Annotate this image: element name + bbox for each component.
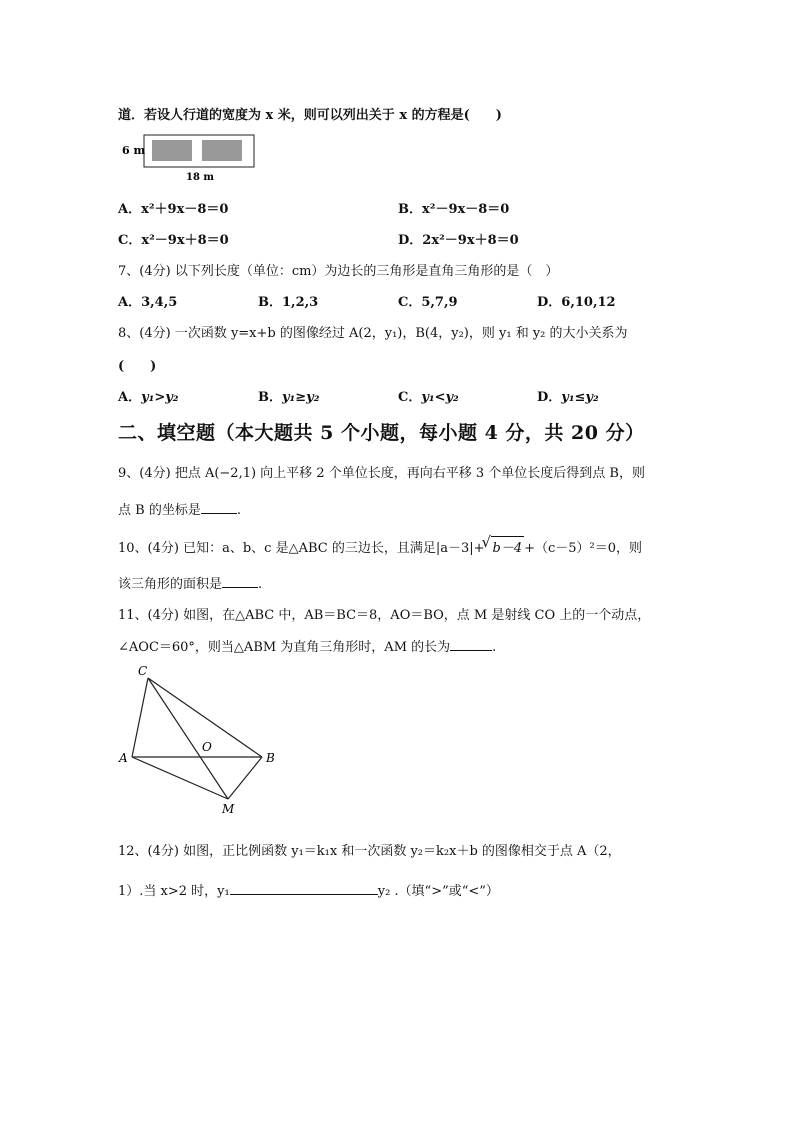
q10-line2: 该三角形的面积是 . [118,577,263,592]
q12-line1: 12、(4分) 如图，正比例函数 y₁＝k₁x 和一次函数 y₂＝k₂x＋b 的图像相交于点 A（2， [118,844,621,859]
q6-stem: 道．若设人行道的宽度为 x 米，则可以列出关于 x 的方程是( ) [118,108,502,123]
q6-option-b: B．x²－9x－8＝0 [398,202,510,217]
label-o: O [202,740,212,754]
q11-line2: ∠AOC＝60°，则当△ABM 为直角三角形时，AM 的长为 . [118,640,497,655]
q10-line1: 10、(4分) 已知：a、b、c 是△ABC 的三边长，且满足|a－3|+√ b－4 +（c－5）²＝0，则 [118,536,642,556]
q6-option-d: D．2x²－9x＋8＝0 [398,233,519,248]
answer-blank [450,638,492,651]
width-label: 18 m [186,172,214,182]
label-a: A [119,751,128,765]
q11-line1: 11、(4分) 如图，在△ABC 中，AB＝BC＝8，AO＝BO，点 M 是射线 CO 上的一个动点， [118,608,651,623]
q7-option-b: B．1,2,3 [258,295,319,310]
section-heading: 二、填空题（本大题共 5 个小题，每小题 4 分，共 20 分） [118,422,645,444]
sqrt-expression: √ b－4 [491,536,525,556]
triangle-diagram [116,660,286,818]
q6-option-a: A．x²＋9x－8＝0 [118,202,229,217]
label-m: M [222,802,235,816]
answer-blank [201,501,237,514]
q8-option-a: A．y₁>y₂ [118,390,179,405]
label-b: B [266,751,275,765]
q7-stem: 7、(4分) 以下列长度（单位：cm）为边长的三角形是直角三角形的是（ ） [118,264,559,279]
q12-line2: 1）.当 x>2 时，y₁ y₂ .（填“>”或“<”） [118,884,499,899]
answer-blank [222,575,258,588]
q7-option-c: C．5,7,9 [398,295,458,310]
road-diagram [120,132,260,182]
q7-option-a: A．3,4,5 [118,295,178,310]
q6-option-c: C．x²－9x＋8＝0 [118,233,229,248]
answer-blank [230,882,378,895]
q6-figure [120,132,260,182]
q8-paren: ( ) [118,359,157,374]
q8-option-d: D．y₁≤y₂ [537,390,599,405]
q9-line1: 9、(4分) 把点 A(−2,1) 向上平移 2 个单位长度，再向右平移 3 个单位长度后得到点 B，则 [118,466,645,481]
height-label: 6 m [122,144,146,157]
q8-option-c: C．y₁<y₂ [398,390,459,405]
q9-line2: 点 B 的坐标是 . [118,503,241,518]
label-c: C [138,664,148,678]
q11-figure [116,660,286,818]
q8-stem: 8、(4分) 一次函数 y=x+b 的图像经过 A(2，y₁)，B(4，y₂)，则 y₁ 和 y₂ 的大小关系为 [118,326,628,341]
q7-option-d: D．6,10,12 [537,295,616,310]
q8-option-b: B．y₁≥y₂ [258,390,320,405]
